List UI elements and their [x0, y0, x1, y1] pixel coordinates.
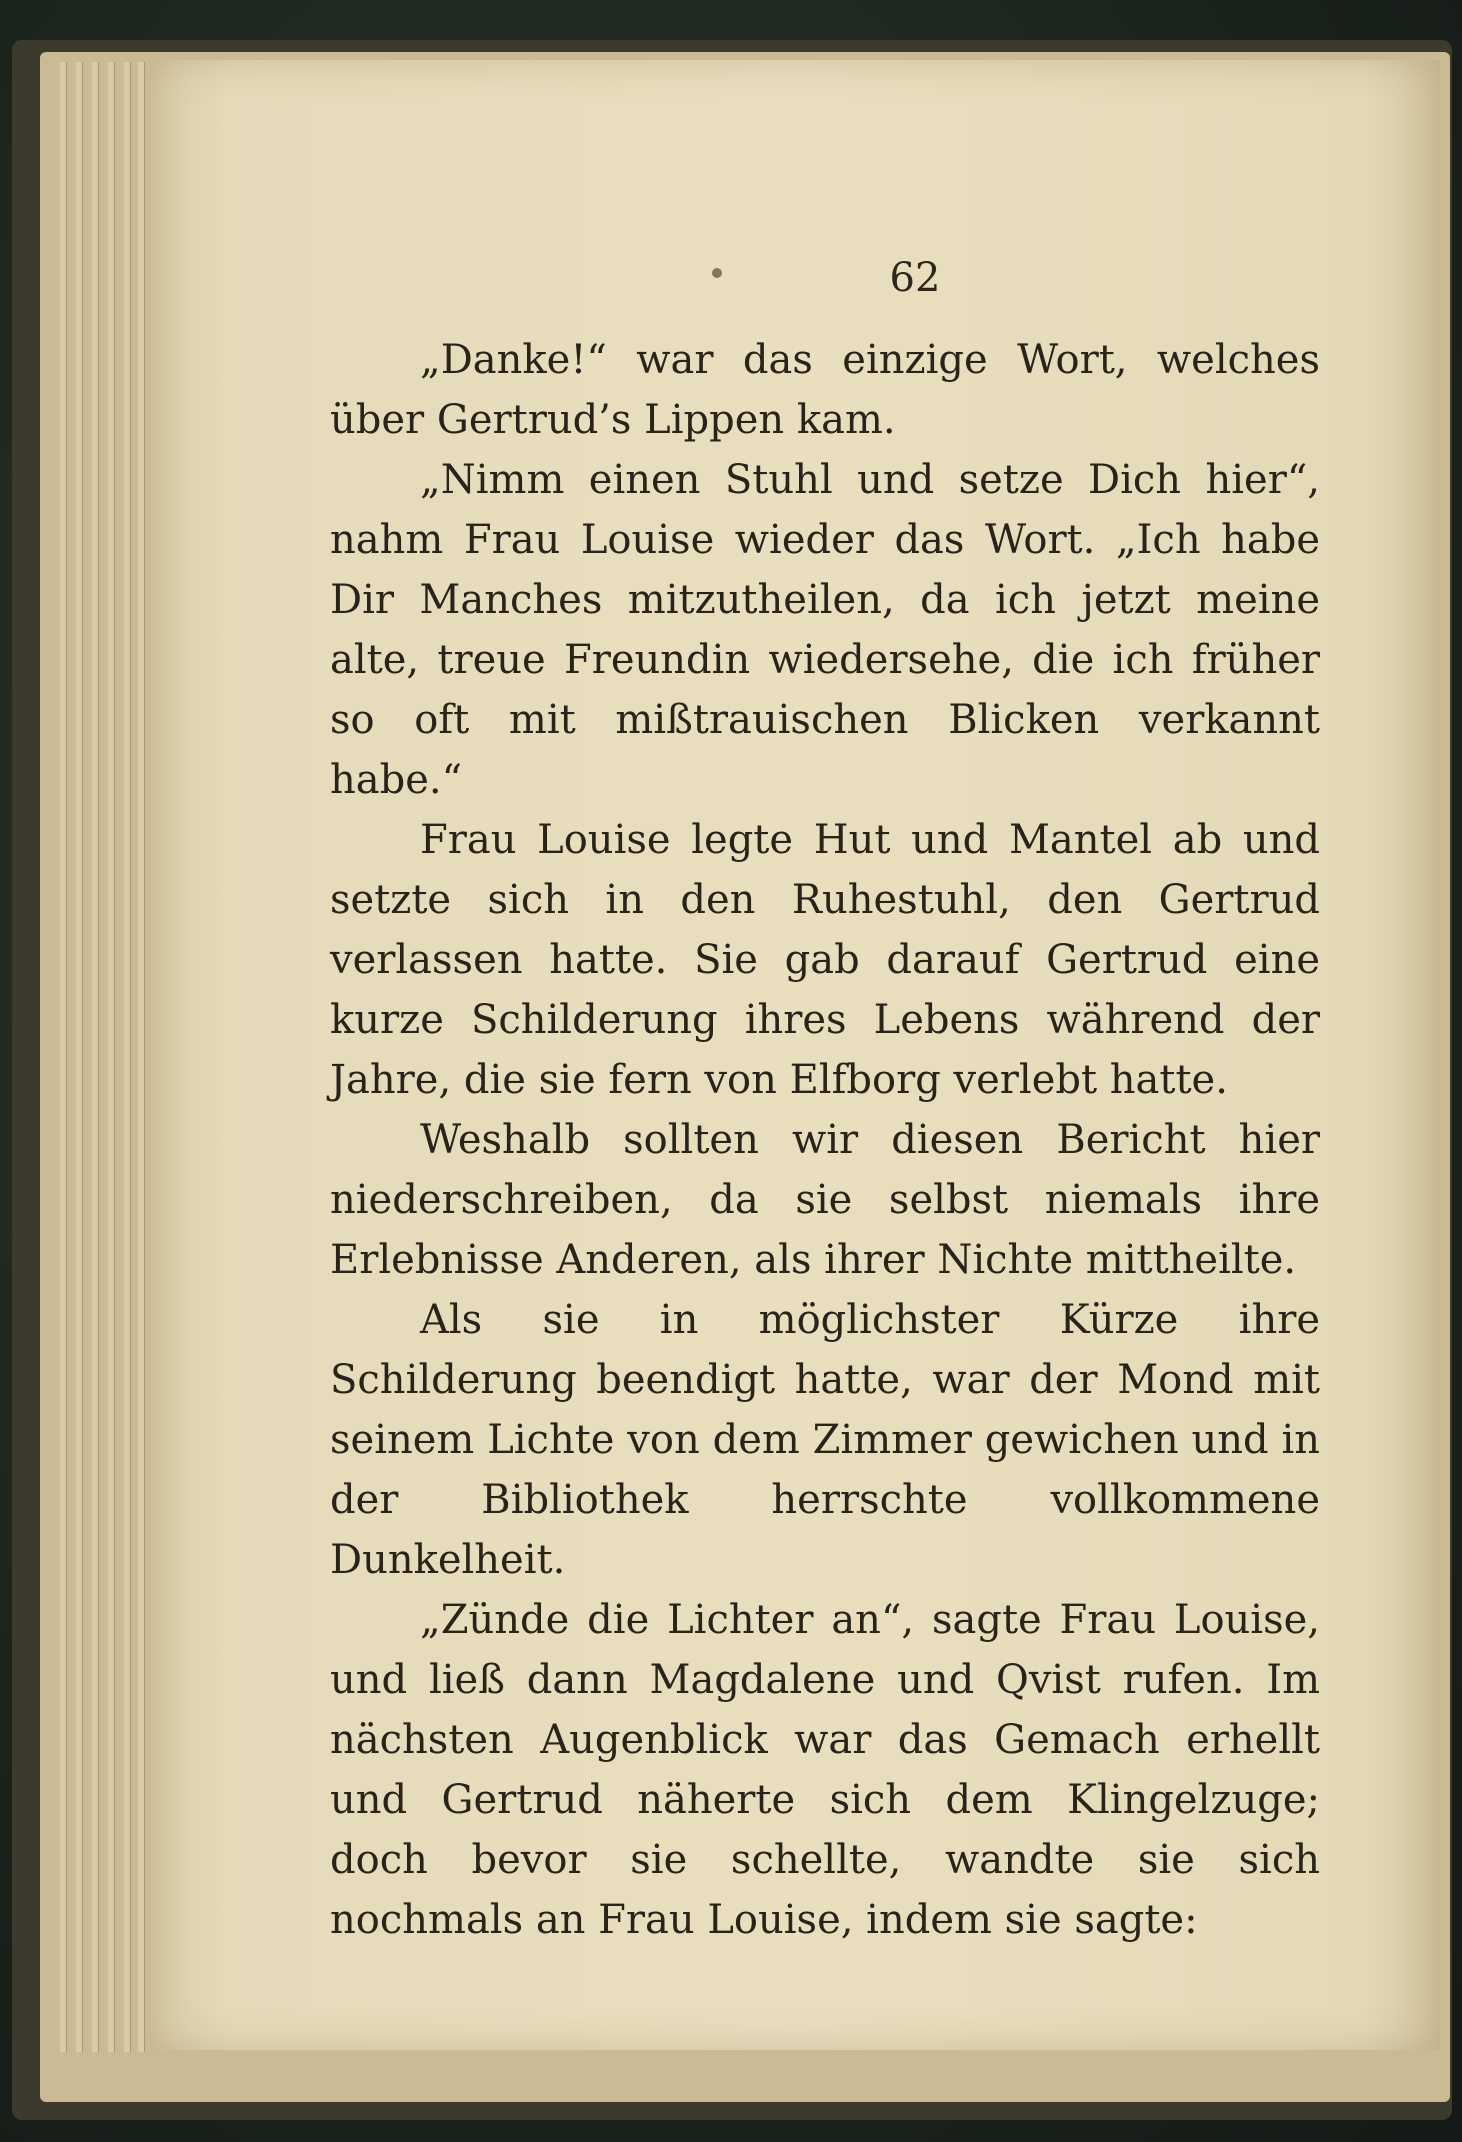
paragraph: Weshalb sollten wir diesen Bericht hier niederschreiben, da sie selbst niemals ihre Erlebnisse Anderen, als ihrer Nichte mittheilte. — [330, 1117, 1320, 1283]
page-edge — [108, 62, 115, 2052]
page-edge — [60, 62, 67, 2052]
page-edge — [124, 62, 131, 2052]
page-number: 62 — [889, 255, 941, 301]
paragraph: „Zünde die Lichter an“, sagte Frau Louise, und ließ dann Magdalene und Qvist rufen. Im nächsten Augenblick war das Gemach erhellt und Gertrud näherte sich dem Klingelzuge; doch bevor sie schellte, wandte sie sich nochmals an Frau Louise, indem sie sagte: — [330, 1597, 1320, 1943]
page-edge — [92, 62, 99, 2052]
paragraph: „Nimm einen Stuhl und setze Dich hier“, nahm Frau Louise wieder das Wort. „Ich habe Dir Manches mitzutheilen, da ich jetzt meine alte, treue Freundin wiedersehe, die ich früher so oft mit mißtrauischen Blicken verkannt habe.“ — [330, 457, 1320, 803]
paragraph: „Danke!“ war das einzige Wort, welches über Gertrud’s Lippen kam. — [330, 337, 1320, 443]
page-text — [330, 330, 1320, 1950]
page-edge — [76, 62, 83, 2052]
paragraph: Frau Louise legte Hut und Mantel ab und setzte sich in den Ruhestuhl, den Gertrud verlassen hatte. Sie gab darauf Gertrud eine kurze Schilderung ihres Lebens während der Jahre, die sie fern von Elfborg verlebt hatte. — [330, 817, 1320, 1103]
paragraph: Als sie in möglichster Kürze ihre Schilderung beendigt hatte, war der Mond mit seinem Lichte von dem Zimmer gewichen und in der Bibliothek herrschte vollkommene Dunkelheit. — [330, 1297, 1320, 1583]
page-edge — [138, 62, 145, 2052]
